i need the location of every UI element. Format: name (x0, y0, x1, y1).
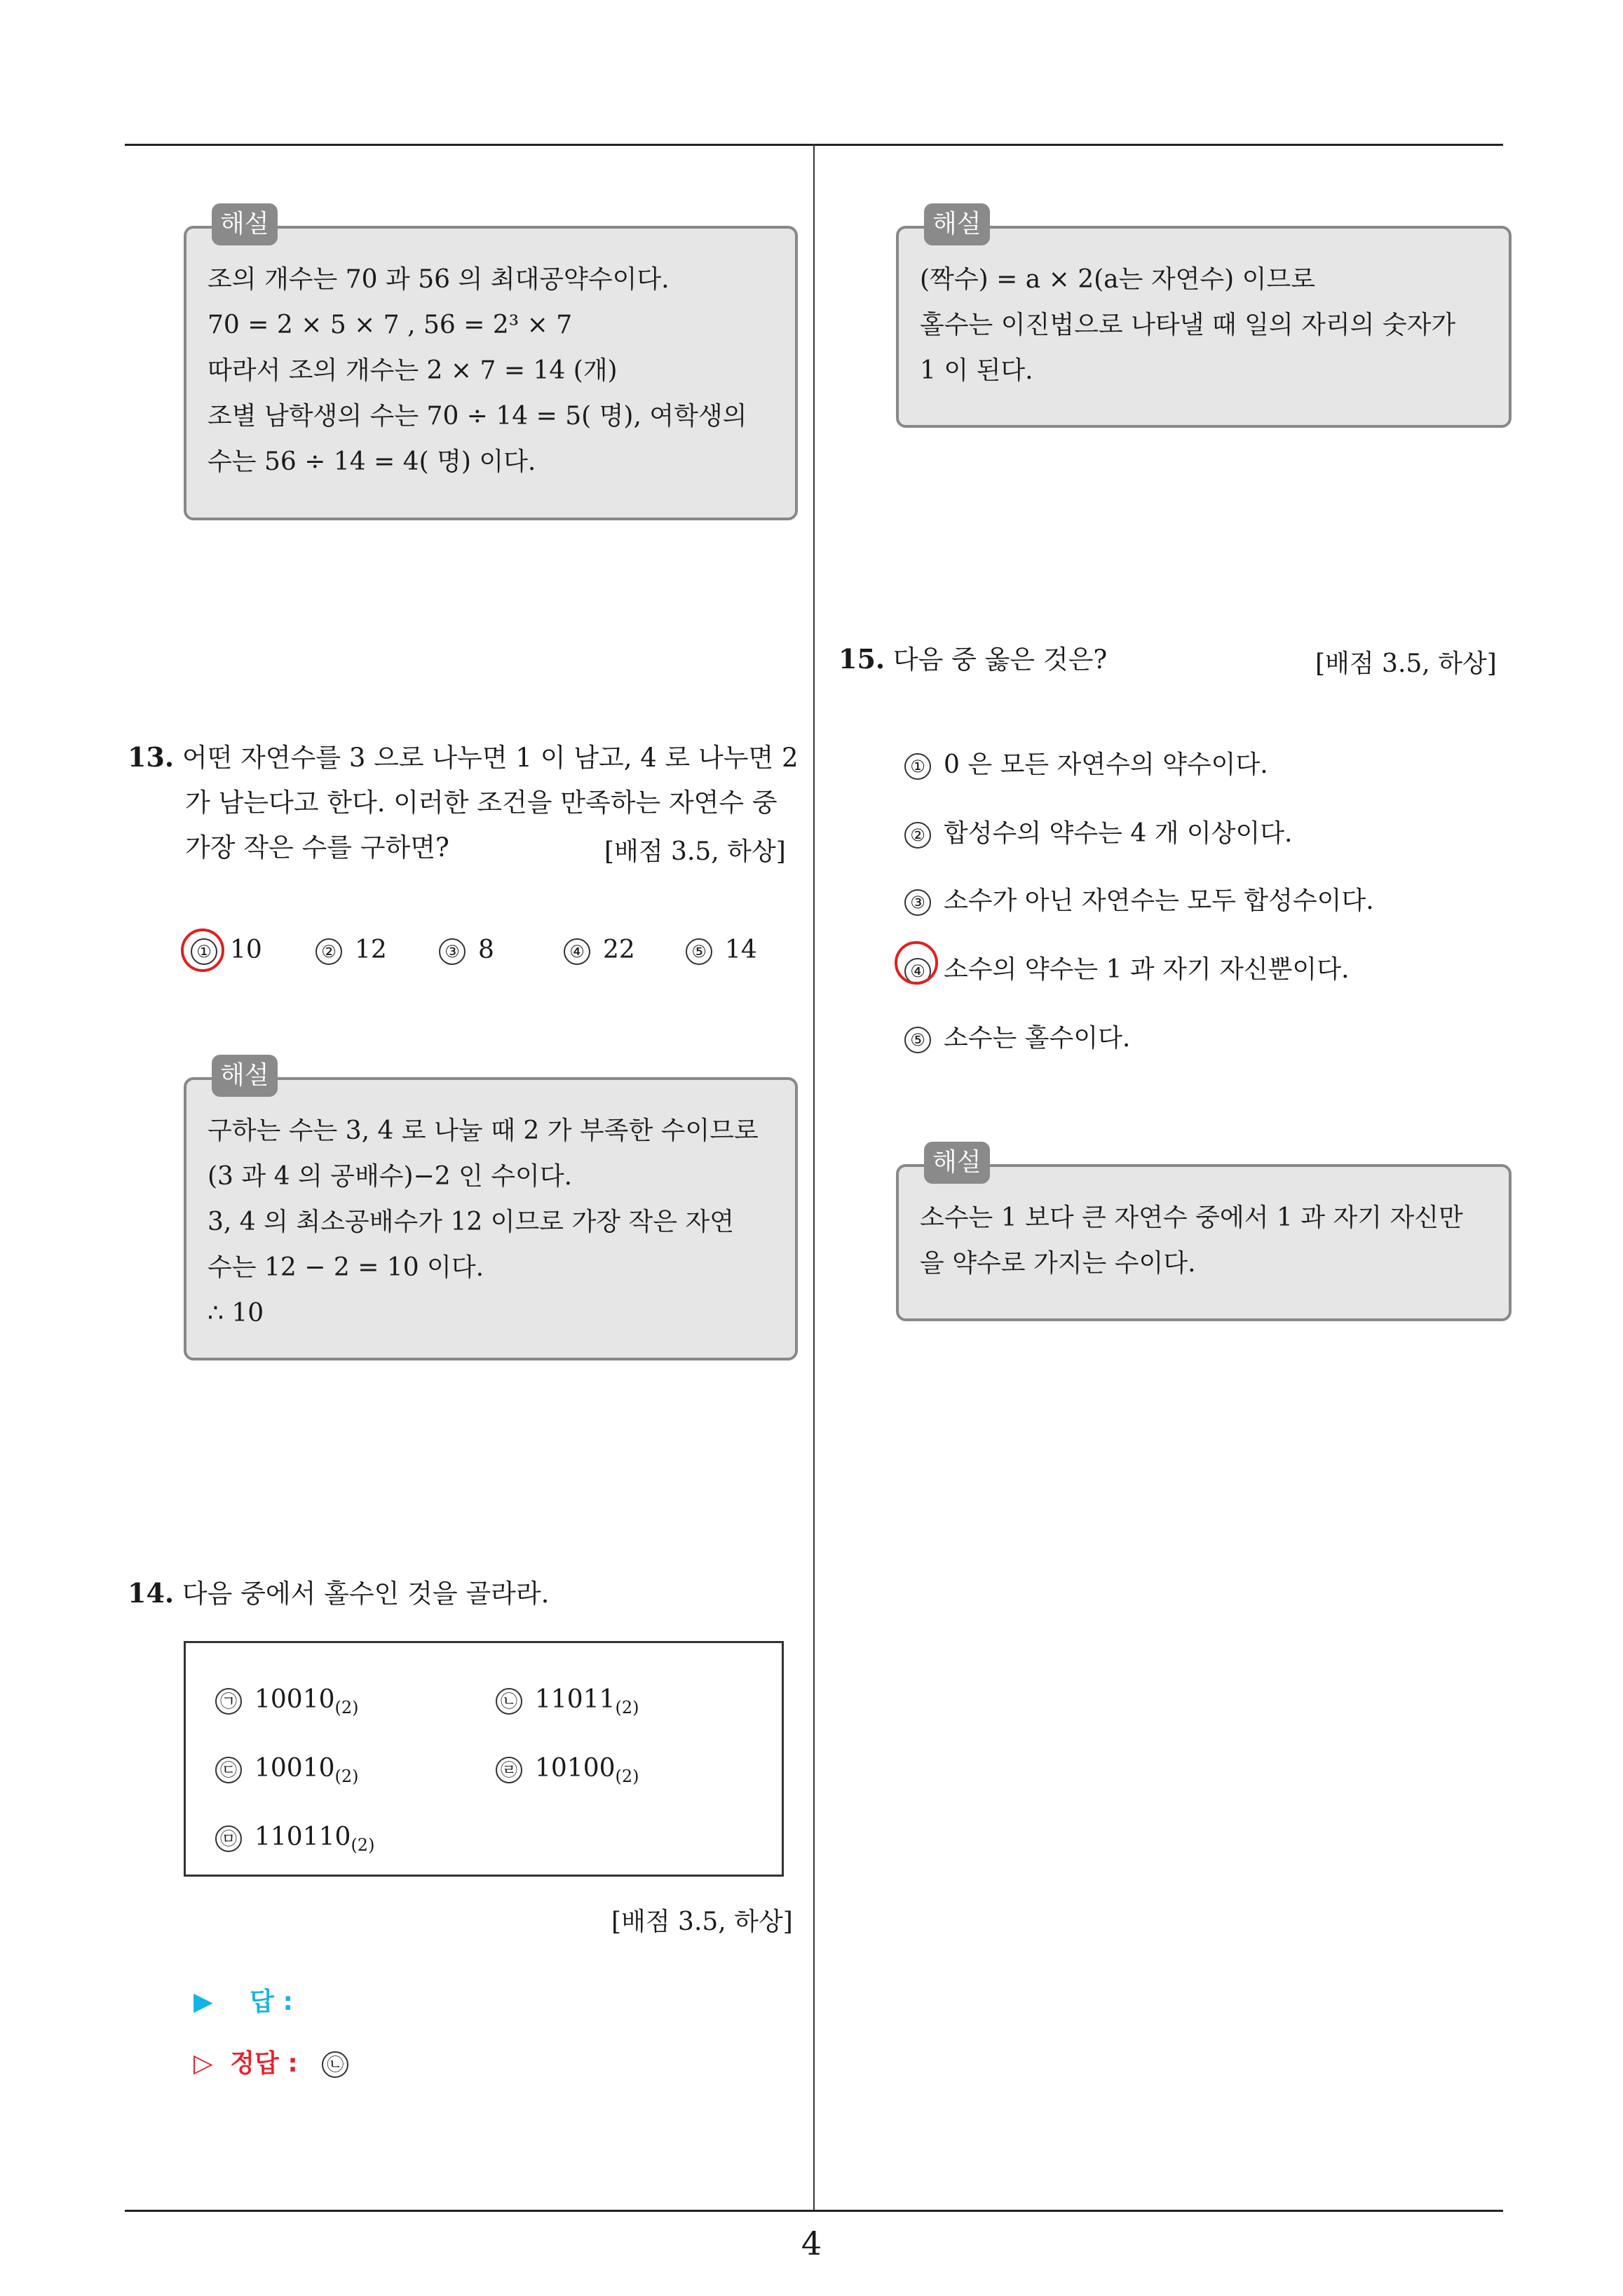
choice-mark: ④ (564, 938, 590, 965)
selected-answer-circle (895, 941, 938, 985)
solution-line: 수는 12 − 2 = 10 이다. (208, 1253, 484, 1282)
question-number: 15. (838, 643, 885, 675)
choice-mark: ⑤ (686, 938, 712, 965)
choice-q15-5[interactable] (904, 1018, 1130, 1054)
choice-q15-2[interactable] (904, 813, 1292, 849)
choice-text: 소수가 아닌 자연수는 모두 합성수이다. (944, 886, 1374, 915)
solution-tag: 해설 (212, 1055, 278, 1097)
bottom-rule (125, 2210, 1503, 2212)
solution-line: (짝수) = a × 2(a는 자연수) 이므로 (920, 265, 1315, 294)
solution-line: 을 약수로 가지는 수이다. (920, 1249, 1196, 1278)
choice-text: 0 은 모든 자연수의 약수이다. (944, 750, 1268, 779)
correct-label: 정답 : (230, 2049, 298, 2078)
answer-line (193, 1982, 293, 2018)
solution-box-q13 (184, 1061, 798, 1360)
solution-box-q14 (896, 210, 1512, 428)
choice-value: 8 (478, 936, 494, 964)
option-base-subscript: (2) (615, 1698, 639, 1718)
choice-q15-4[interactable] (904, 950, 1349, 985)
option-mark: ㉢ (215, 1757, 242, 1783)
points-q15: [배점 3.5, 하상] (1315, 649, 1497, 678)
solution-line: 조의 개수는 70 과 56 의 최대공약수이다. (208, 265, 670, 294)
solution-tag: 해설 (924, 203, 990, 245)
answer-label: 답 : (250, 1987, 293, 2016)
points-q13: [배점 3.5, 하상] (604, 837, 786, 866)
question-text-line: 어떤 자연수를 3 으로 나누면 1 이 남고, 4 로 나누면 2 (182, 743, 799, 773)
choice-mark: ③ (904, 889, 931, 916)
solution-line: 구하는 수는 3, 4 로 나눌 때 2 가 부족한 수이므로 (208, 1116, 759, 1145)
solution-line: ∴ 10 (208, 1299, 264, 1328)
option-d (496, 1754, 639, 1786)
choice-mark: ② (315, 938, 342, 965)
choice-value: 12 (355, 936, 387, 964)
answer-arrow-icon: ▶ (193, 1987, 213, 2016)
solution-line: 소수는 1 보다 큰 자연수 중에서 1 과 자기 자신만 (920, 1203, 1463, 1232)
choice-5[interactable] (686, 936, 757, 965)
question-text-line: 가 남는다고 한다. 이러한 조건을 만족하는 자연수 중 (185, 788, 777, 818)
choice-4[interactable] (564, 936, 635, 965)
choice-q15-3[interactable] (904, 881, 1374, 917)
choices-q13 (191, 936, 794, 975)
solution-line: 수는 56 ÷ 14 = 4( 명) 이다. (208, 447, 536, 476)
choice-3[interactable] (439, 936, 494, 965)
option-value: 10010 (254, 1685, 335, 1714)
correct-arrow-icon: ▷ (193, 2049, 213, 2078)
option-c (215, 1754, 359, 1786)
choice-q15-1[interactable] (904, 745, 1268, 781)
solution-line: (3 과 4 의 공배수)−2 인 수이다. (208, 1162, 573, 1191)
question-14 (128, 1571, 801, 1616)
question-text-line: 가장 작은 수를 구하면? (185, 832, 449, 863)
option-value: 10010 (254, 1754, 335, 1783)
option-value: 110110 (254, 1823, 351, 1851)
choice-2[interactable] (315, 936, 387, 965)
solution-line: 홀수는 이진법으로 나타낼 때 일의 자리의 숫자가 (920, 311, 1456, 339)
choice-mark: ③ (439, 938, 466, 965)
solution-line: 조별 남학생의 수는 70 ÷ 14 = 5( 명), 여학생의 (208, 402, 747, 431)
selected-answer-circle (181, 928, 224, 972)
option-mark: ㉡ (496, 1688, 522, 1715)
choice-text: 소수의 약수는 1 과 자기 자신뿐이다. (944, 955, 1350, 984)
question-number: 14. (128, 1577, 175, 1609)
choice-mark: ① (191, 938, 217, 965)
solution-line: 70 = 2 × 5 × 7 , 56 = 2³ × 7 (208, 311, 573, 339)
option-b (496, 1685, 639, 1717)
choice-value: 10 (230, 936, 262, 964)
option-value: 10100 (535, 1754, 616, 1783)
choice-mark: ② (904, 822, 931, 849)
option-value: 11011 (535, 1685, 616, 1714)
solution-box-q15 (896, 1148, 1512, 1321)
correct-value: ㉡ (322, 2051, 348, 2078)
choice-mark: ① (904, 753, 931, 780)
options-box-q14 (184, 1641, 784, 1877)
solution-line: 1 이 된다. (920, 356, 1033, 385)
option-base-subscript: (2) (334, 1767, 359, 1787)
correct-answer-line (193, 2044, 361, 2079)
solution-tag: 해설 (924, 1142, 990, 1184)
question-text: 다음 중 옳은 것은? (892, 644, 1108, 675)
option-e (215, 1823, 374, 1855)
option-mark: ㉠ (215, 1688, 242, 1715)
solution-tag: 해설 (212, 203, 278, 245)
option-a (215, 1685, 359, 1717)
option-base-subscript: (2) (334, 1698, 359, 1718)
choice-text: 소수는 홀수이다. (944, 1024, 1131, 1053)
choice-value: 22 (603, 936, 635, 964)
choice-value: 14 (725, 936, 757, 964)
option-base-subscript: (2) (615, 1767, 639, 1787)
question-text: 다음 중에서 홀수인 것을 골라라. (182, 1579, 550, 1609)
page-number: 4 (801, 2224, 822, 2262)
choice-text: 합성수의 약수는 4 개 이상이다. (944, 819, 1293, 848)
points-q14: [배점 3.5, 하상] (611, 1907, 793, 1936)
solution-line: 3, 4 의 최소공배수가 12 이므로 가장 작은 자연 (208, 1208, 735, 1236)
option-mark: ㉣ (496, 1757, 522, 1783)
option-mark: ㉤ (215, 1825, 242, 1852)
option-base-subscript: (2) (351, 1835, 375, 1856)
column-divider (813, 144, 815, 2211)
solution-line: 따라서 조의 개수는 2 × 7 = 14 (개) (208, 356, 618, 385)
choice-mark: ④ (904, 958, 931, 985)
choice-mark: ⑤ (904, 1027, 931, 1053)
question-number: 13. (128, 741, 175, 773)
solution-box-q12 (184, 210, 798, 520)
